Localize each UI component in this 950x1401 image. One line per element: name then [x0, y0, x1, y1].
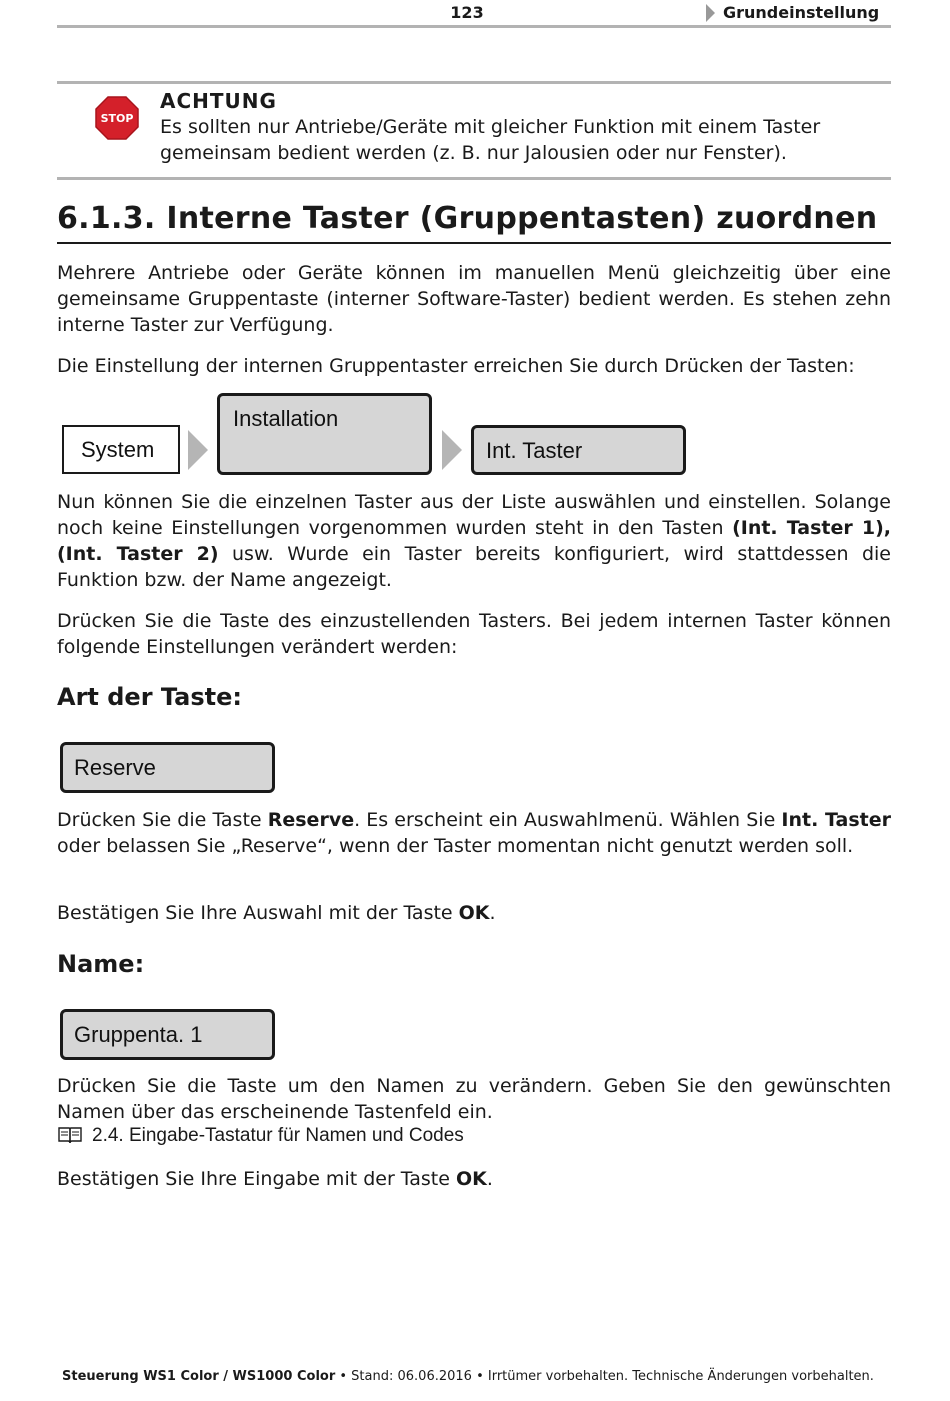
art-text-a: Drücken Sie die Taste	[57, 809, 268, 831]
system-button[interactable]: System	[62, 425, 180, 474]
name-confirm-c: .	[486, 1168, 493, 1190]
selection-paragraph	[57, 489, 891, 593]
art-text-c: . Es erscheint ein Auswahlmenü. Wählen Sie	[354, 809, 782, 831]
warning-line-2: gemeinsam bedient werden (z. B. nur Jalousien oder nur Fenster).	[160, 142, 787, 164]
footer-product: Steuerung WS1 Color / WS1000 Color	[62, 1369, 336, 1384]
int-taster-button[interactable]: Int. Taster	[471, 425, 686, 475]
path-arrow-icon	[188, 430, 208, 470]
warning-line-1: Es sollten nur Antriebe/Geräte mit gleicher Funktion mit einem Taster	[160, 116, 821, 138]
chapter-arrow-icon	[706, 4, 715, 22]
warning-top-rule	[57, 81, 891, 84]
intro-paragraph: Mehrere Antriebe oder Geräte können im manuellen Menü gleichzeitig über eine gemeinsame Gruppentaste (interner Software-Taster) bedient werden. Es stehen zehn interne Taster zur Verfügung.	[57, 262, 891, 336]
selection-bold: (Int. Taster 1), (Int. Taster 2)	[57, 517, 891, 565]
header-rule	[57, 25, 891, 28]
group-name-button[interactable]: Gruppenta. 1	[60, 1009, 275, 1060]
name-confirm-paragraph	[57, 1166, 891, 1192]
stop-sign-label: STOP	[100, 112, 134, 125]
warning-title: ACHTUNG	[160, 89, 277, 113]
reference-text[interactable]: 2.4. Eingabe-Tastatur für Namen und Codes	[92, 1125, 464, 1146]
art-text-b: Reserve	[267, 809, 355, 831]
section-heading: 6.1.3. Interne Taster (Gruppentasten) zuordnen	[57, 201, 878, 236]
selection-text-2: usw. Wurde ein Taster bereits konfiguriert, wird stattdessen die Funktion bzw. der Name angezeigt.	[57, 543, 891, 591]
name-heading: Name:	[57, 950, 145, 978]
art-paragraph	[57, 807, 891, 859]
page-number: 123	[450, 3, 484, 22]
book-icon	[58, 1126, 82, 1144]
installation-button[interactable]: Installation	[217, 393, 432, 475]
path-intro-paragraph: Die Einstellung der internen Gruppentaster erreichen Sie durch Drücken der Tasten:	[57, 355, 855, 377]
art-text-e: oder belassen Sie „Reserve“, wenn der Taster momentan nicht genutzt werden soll.	[57, 835, 854, 857]
warning-text	[160, 114, 880, 166]
reference-link[interactable]	[58, 1125, 464, 1147]
reserve-button[interactable]: Reserve	[60, 742, 275, 793]
name-confirm-a: Bestätigen Sie Ihre Eingabe mit der Taste	[57, 1168, 456, 1190]
name-confirm-b: OK	[456, 1168, 487, 1190]
art-confirm-paragraph	[57, 900, 891, 926]
chapter-title: Grundeinstellung	[723, 3, 880, 22]
section-heading-rule	[57, 242, 891, 244]
selection-text-1: Nun können Sie die einzelnen Taster aus der Liste auswählen und einstellen. Solange noch keine Einstellungen vorgenommen wurden steht in den Tasten	[57, 491, 891, 539]
art-confirm-a: Bestätigen Sie Ihre Auswahl mit der Taste	[57, 902, 459, 924]
warning-bottom-rule	[57, 177, 891, 180]
art-confirm-b: OK	[458, 902, 490, 924]
name-paragraph: Drücken Sie die Taste um den Namen zu verändern. Geben Sie den gewünschten Namen über das erscheinende Tastenfeld ein.	[57, 1075, 891, 1123]
art-confirm-c: .	[489, 902, 496, 924]
art-heading: Art der Taste:	[57, 683, 242, 711]
stop-sign-icon	[95, 96, 139, 140]
path-arrow-icon	[442, 430, 462, 470]
footer-notice: • Stand: 06.06.2016 • Irrtümer vorbehalten. Technische Änderungen vorbehalten.	[335, 1369, 874, 1384]
press-paragraph: Drücken Sie die Taste des einzustellenden Tasters. Bei jedem internen Taster können folgende Einstellungen verändert werden:	[57, 610, 891, 658]
art-text-d: Int. Taster	[781, 809, 891, 831]
footer	[62, 1369, 874, 1384]
